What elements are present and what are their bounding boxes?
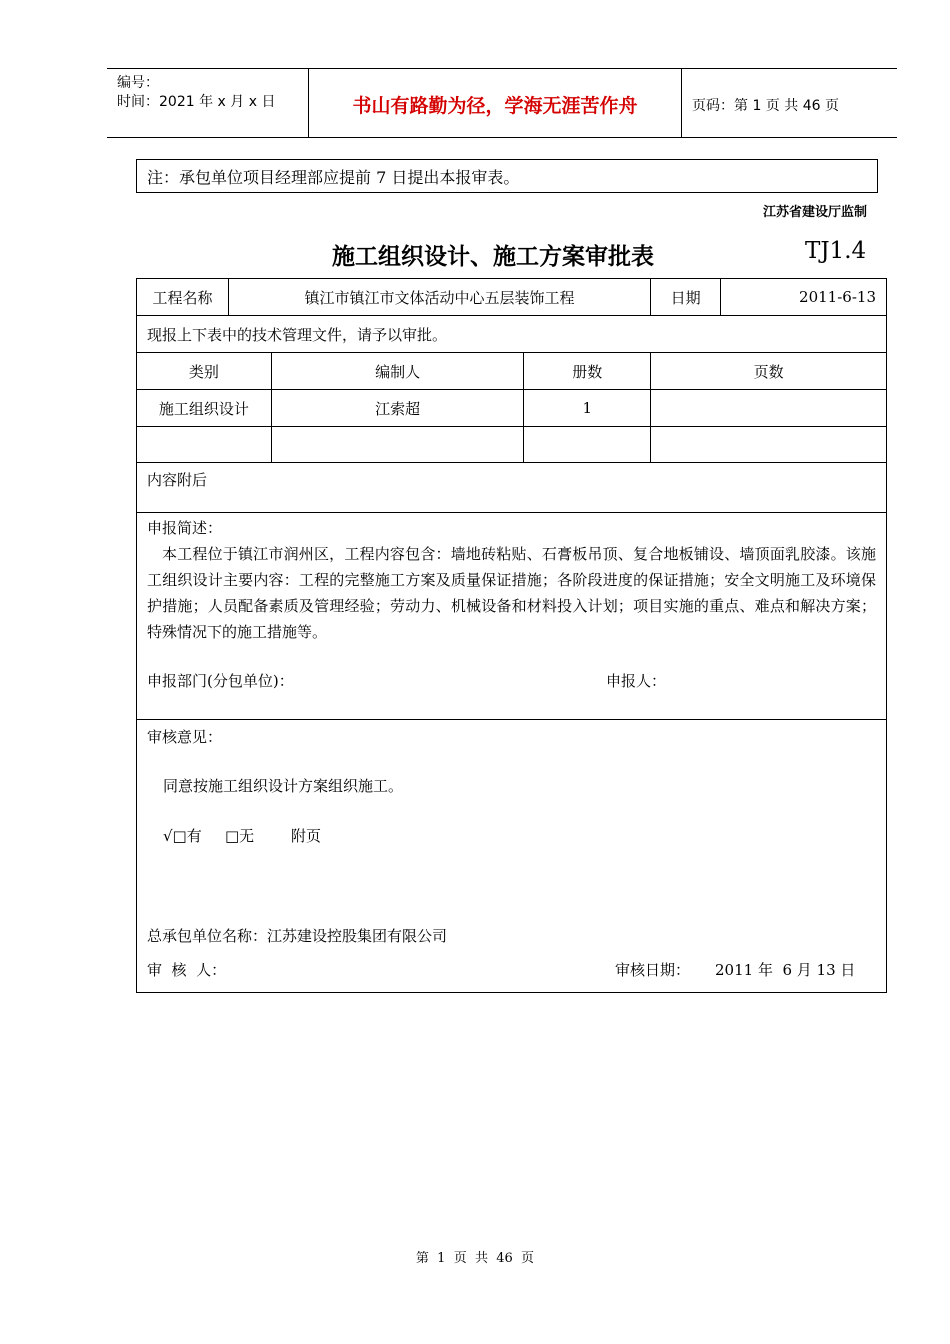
attachments-row [137, 463, 887, 513]
date-value: 2011-6-13 [721, 279, 887, 316]
summary-text: 本工程位于镇江市润州区，工程内容包含：墙地砖粘贴、石膏板吊顶、复合地板铺设、墙顶面乳胶漆。该施工组织设计主要内容：工程的完整施工方案及质量保证措施；各阶段进度的保证措施；安全文明施工及环境保护措施；人员配备素质及管理经验；劳动力、机械设备和材料投入计划；项目实施的重点、难点和解决方案；特殊情况下的施工措施等。 [147, 545, 876, 641]
review-label: 审核意见： [147, 728, 223, 746]
dept-label: 申报部门(分包单位)： [147, 672, 294, 690]
table-cell [651, 427, 887, 463]
table-row [137, 390, 887, 427]
project-label: 工程名称 [137, 279, 229, 316]
number-label: 编号： [117, 75, 159, 91]
date-label: 日期 [651, 279, 721, 316]
note-box [136, 159, 878, 193]
table-header-row [137, 353, 887, 390]
attach-no-checkbox[interactable]: □无 [225, 827, 255, 845]
contractor-label: 总承包单位名称：江苏建设控股集团有限公司 [147, 927, 448, 945]
review-date-label: 审核日期： [615, 961, 691, 979]
table-cell: 江索超 [271, 390, 524, 427]
table-cell [524, 427, 651, 463]
page-header [107, 68, 897, 138]
request-row [137, 316, 887, 353]
summary-cell [137, 513, 887, 720]
request-text: 现报上下表中的技术管理文件，请予以审批。 [137, 316, 887, 353]
issuer: 江苏省建设厅监制 [762, 205, 867, 220]
table-cell: 1 [524, 390, 651, 427]
column-header: 册数 [524, 353, 651, 390]
motto: 书山有路勤为径，学海无涯苦作舟 [352, 95, 638, 117]
review-text: 同意按施工组织设计方案组织施工。 [163, 777, 404, 795]
attach-label: 附页 [291, 827, 322, 845]
header-info-cell [107, 69, 309, 137]
note-text: 注：承包单位项目经理部应提前 7 日提出本报审表。 [147, 168, 520, 187]
summary-label: 申报简述： [147, 519, 223, 537]
table-cell [651, 390, 887, 427]
form-title: 施工组织设计、施工方案审批表 [332, 244, 654, 270]
column-header: 编制人 [271, 353, 524, 390]
header-motto-cell [309, 69, 682, 137]
approval-form [136, 278, 887, 993]
header-page-cell [682, 69, 897, 137]
applicant-label: 申报人： [606, 672, 667, 690]
table-cell: 施工组织设计 [137, 390, 272, 427]
table-row [137, 427, 887, 463]
page-footer: 第 1 页 共 46 页 [415, 1251, 535, 1266]
project-name: 镇江市镇江市文体活动中心五层装饰工程 [228, 279, 650, 316]
page-label: 页码：第 1 页 共 46 页 [692, 98, 839, 114]
review-date-value: 2011 年 6 月 13 日 [715, 961, 856, 979]
review-cell [137, 720, 887, 993]
table-cell [271, 427, 524, 463]
column-header: 页数 [651, 353, 887, 390]
reviewer-label: 审 核 人： [147, 961, 227, 979]
table-cell [137, 427, 272, 463]
form-code: TJ1.4 [805, 238, 867, 264]
review-row [137, 720, 887, 993]
summary-row [137, 513, 887, 720]
project-row [137, 279, 887, 316]
attach-yes-checkbox[interactable]: √□有 [163, 827, 202, 845]
column-header: 类别 [137, 353, 272, 390]
attachments-label: 内容附后 [137, 463, 887, 513]
time-label: 时间：2021 年 x 月 x 日 [117, 94, 276, 110]
